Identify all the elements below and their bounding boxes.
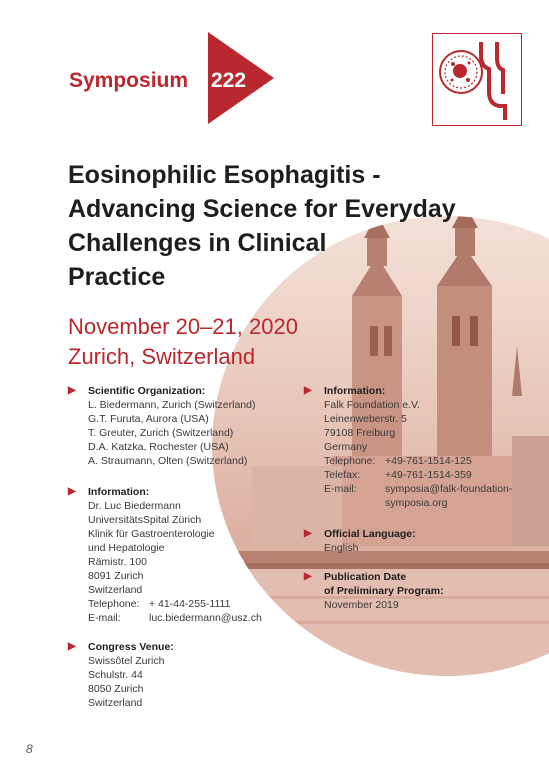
arrow-icon: ▶ [304,528,312,539]
list-item: Dr. Luc Biedermann [88,500,181,512]
section-heading: ▶ Publication Date [304,571,407,583]
telephone-label: Telephone: [324,455,376,467]
congress-venue-section [68,640,174,710]
list-item: 8050 Zurich [88,683,144,695]
telephone-row [324,454,512,468]
list-item: und Hepatologie [88,542,165,554]
falk-foundation-logo [432,33,522,126]
telefax-value: +49-761-1514-359 [385,469,472,481]
list-item: UniversitätsSpital Zürich [88,514,202,526]
telephone-value: +49-761-1514-125 [385,455,472,467]
logo-icon [433,34,520,124]
title-line: Practice [68,263,166,291]
section-heading: ▶ Scientific Organization: [68,385,206,397]
symposium-label: Symposium [69,69,189,92]
list-item: A. Straumann, Olten (Switzerland) [88,455,248,467]
email-label: E-mail: [88,612,121,624]
email-value[interactable]: luc.biedermann@usz.ch [149,612,262,624]
event-location: Zurich, Switzerland [68,344,256,369]
publication-date-section [304,570,444,612]
arrow-icon: ▶ [304,571,312,582]
telephone-value: + 41-44-255-1111 [149,598,231,610]
symposium-number: 222 [211,69,247,92]
section-heading: ▶ Information: [304,385,386,397]
email-row-continued [324,496,512,510]
section-heading: ▶ Congress Venue: [68,641,174,653]
list-item: Swissôtel Zurich [88,655,165,667]
title-line: Eosinophilic Esophagitis - [68,161,381,189]
list-item: 8091 Zurich [88,570,144,582]
list-item: Switzerland [88,584,143,596]
publication-date-value: November 2019 [324,599,399,611]
email-row [88,611,262,625]
telefax-row [324,468,512,482]
telephone-label: Telephone: [88,598,140,610]
arrow-icon: ▶ [68,641,76,652]
arrow-icon: ▶ [304,385,312,396]
email-row [324,482,512,496]
event-date: November 20–21, 2020 [68,314,298,339]
scientific-organization-section [68,384,256,468]
list-item: Schulstr. 44 [88,669,143,681]
page-title [68,158,508,294]
list-item: L. Biedermann, Zurich (Switzerland) [88,399,256,411]
email-value-continued[interactable]: symposia.org [385,497,448,509]
list-item: Rämistr. 100 [88,556,147,568]
telefax-label: Telefax: [324,469,361,481]
list-item: Leinenweberstr. 5 [324,413,407,425]
language-value: English [324,542,359,554]
list-item: Klinik für Gastroenterologie [88,528,215,540]
section-heading: ▶ Information: [68,486,150,498]
list-item: 79108 Freiburg [324,427,396,439]
list-item: T. Greuter, Zurich (Switzerland) [88,427,234,439]
title-line: Advancing Science for Everyday [68,195,456,223]
list-item: Falk Foundation e.V. [324,399,420,411]
telephone-row [88,597,262,611]
foundation-information-section [304,384,513,510]
section-heading-continued: of Preliminary Program: [324,585,444,597]
event-date-location [68,312,298,372]
list-item: G.T. Furuta, Aurora (USA) [88,413,209,425]
official-language-section [304,527,416,555]
arrow-icon: ▶ [68,486,76,497]
list-item: Germany [324,441,368,453]
email-value[interactable]: symposia@falk-foundation- [385,483,513,495]
list-item: D.A. Katzka, Rochester (USA) [88,441,229,453]
section-heading: ▶ Official Language: [304,528,416,540]
title-line: Challenges in Clinical [68,229,327,257]
page-number: 8 [26,742,33,756]
list-item: Switzerland [88,697,143,709]
email-label: E-mail: [324,483,357,495]
arrow-icon: ▶ [68,385,76,396]
local-information-section [68,485,262,625]
